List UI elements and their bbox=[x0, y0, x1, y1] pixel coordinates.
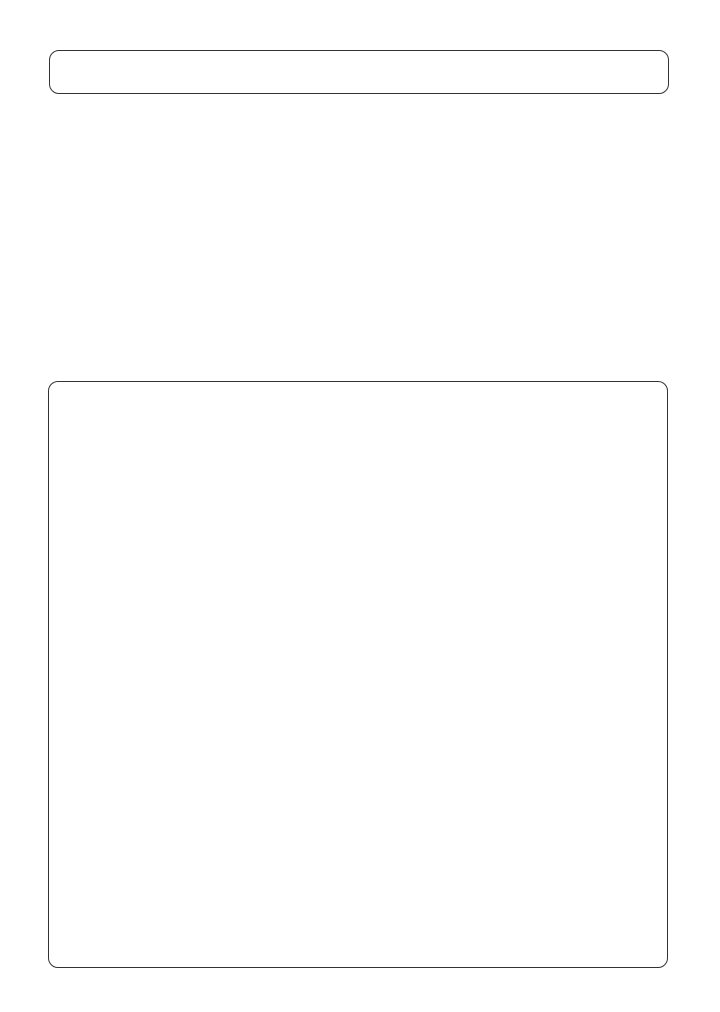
charts-panel bbox=[48, 381, 668, 968]
header-box bbox=[49, 50, 669, 94]
